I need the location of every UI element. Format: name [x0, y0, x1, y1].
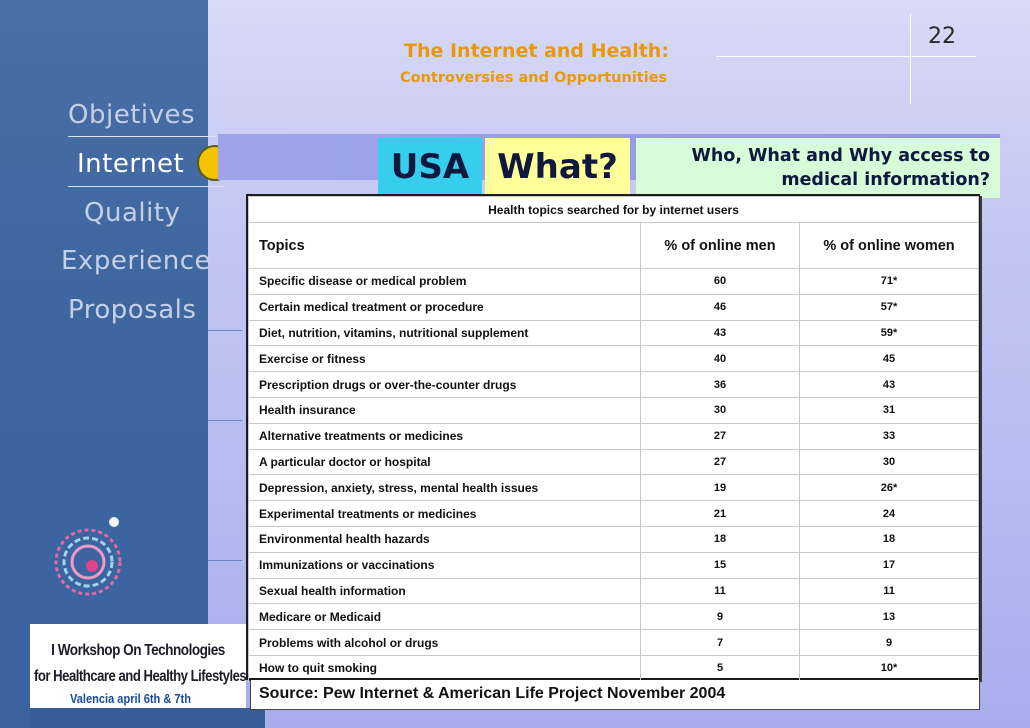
- question-label: What?: [485, 138, 630, 194]
- cell-men: 30: [641, 397, 800, 423]
- cell-topic: Specific disease or medical problem: [249, 269, 641, 295]
- title-rule: [716, 56, 976, 57]
- cell-men: 18: [641, 526, 800, 552]
- cell-men: 40: [641, 346, 800, 372]
- cell-men: 27: [641, 449, 800, 475]
- cell-topic: Health insurance: [249, 397, 641, 423]
- table-row: [249, 526, 979, 552]
- table-header-row: [249, 223, 979, 269]
- cell-topic: Immunizations or vaccinations: [249, 552, 641, 578]
- cell-women: 45: [800, 346, 979, 372]
- column-header-women: % of online women: [800, 223, 979, 269]
- cell-women: 13: [800, 604, 979, 630]
- cell-topic: Experimental treatments or medicines: [249, 501, 641, 527]
- page-title: The Internet and Health:: [404, 40, 669, 62]
- cell-topic: How to quit smoking: [249, 655, 641, 681]
- table-caption: Health topics searched for by internet users: [249, 197, 979, 223]
- cell-topic: Environmental health hazards: [249, 526, 641, 552]
- cell-topic: Problems with alcohol or drugs: [249, 630, 641, 656]
- column-header-men: % of online men: [641, 223, 800, 269]
- table-row: [249, 655, 979, 681]
- cell-women: 9: [800, 630, 979, 656]
- cell-topic: Sexual health information: [249, 578, 641, 604]
- cell-women: 57*: [800, 294, 979, 320]
- table-row: [249, 397, 979, 423]
- cell-men: 27: [641, 423, 800, 449]
- cell-women: 43: [800, 372, 979, 398]
- table-row: [249, 630, 979, 656]
- table-row: [249, 423, 979, 449]
- page-subtitle: Controversies and Opportunities: [400, 70, 668, 86]
- cell-men: 19: [641, 475, 800, 501]
- cell-men: 60: [641, 269, 800, 295]
- cell-women: 71*: [800, 269, 979, 295]
- cell-men: 9: [641, 604, 800, 630]
- sidebar-item-internet[interactable]: Internet: [77, 149, 185, 179]
- cell-women: 31: [800, 397, 979, 423]
- column-header-topics: Topics: [249, 223, 641, 269]
- cell-men: 21: [641, 501, 800, 527]
- table-row: [249, 320, 979, 346]
- cell-women: 10*: [800, 655, 979, 681]
- table-row: [249, 269, 979, 295]
- cell-women: 33: [800, 423, 979, 449]
- table-row: [249, 604, 979, 630]
- cell-topic: Prescription drugs or over-the-counter drugs: [249, 372, 641, 398]
- table-row: [249, 475, 979, 501]
- table-row: [249, 552, 979, 578]
- cell-women: 59*: [800, 320, 979, 346]
- health-topics-table: [246, 194, 980, 680]
- table-row: [249, 578, 979, 604]
- table-row: [249, 501, 979, 527]
- vertical-rule: [910, 14, 911, 104]
- workshop-subtitle: for Healthcare and Healthy Lifestyles: [34, 668, 247, 685]
- cell-men: 7: [641, 630, 800, 656]
- cell-men: 5: [641, 655, 800, 681]
- table-caption-row: [249, 197, 979, 223]
- cell-men: 15: [641, 552, 800, 578]
- bottom-strip: [30, 708, 265, 728]
- cell-women: 17: [800, 552, 979, 578]
- sidebar-item-quality[interactable]: Quality: [84, 198, 181, 228]
- country-label: USA: [378, 138, 482, 194]
- page-number: 22: [928, 24, 956, 49]
- cell-topic: Medicare or Medicaid: [249, 604, 641, 630]
- cell-men: 43: [641, 320, 800, 346]
- cell-topic: A particular doctor or hospital: [249, 449, 641, 475]
- description-line-1: Who, What and Why access to: [691, 146, 990, 166]
- cell-men: 36: [641, 372, 800, 398]
- source-note: Source: Pew Internet & American Life Project November 2004: [250, 680, 980, 710]
- sidebar-item-objetives[interactable]: Objetives: [68, 100, 196, 130]
- cell-topic: Diet, nutrition, vitamins, nutritional supplement: [249, 320, 641, 346]
- cell-women: 30: [800, 449, 979, 475]
- cell-women: 24: [800, 501, 979, 527]
- section-description: [636, 138, 1000, 198]
- workshop-logo-icon: [52, 512, 124, 612]
- cell-topic: Depression, anxiety, stress, mental health issues: [249, 475, 641, 501]
- cell-women: 26*: [800, 475, 979, 501]
- workshop-title: I Workshop On Technologies: [51, 642, 225, 659]
- table-row: [249, 449, 979, 475]
- cell-men: 46: [641, 294, 800, 320]
- cell-men: 11: [641, 578, 800, 604]
- menu-divider: [68, 136, 216, 137]
- table-row: [249, 294, 979, 320]
- cell-topic: Alternative treatments or medicines: [249, 423, 641, 449]
- description-line-2: medical information?: [781, 170, 990, 190]
- cell-topic: Exercise or fitness: [249, 346, 641, 372]
- decor-line: [208, 420, 242, 421]
- sidebar-item-proposals[interactable]: Proposals: [68, 295, 197, 325]
- decor-line: [208, 330, 242, 331]
- sidebar-item-experience[interactable]: Experience: [61, 246, 211, 276]
- decor-line: [208, 560, 242, 561]
- cell-women: 11: [800, 578, 979, 604]
- cell-women: 18: [800, 526, 979, 552]
- workshop-dates: Valencia april 6th & 7th: [70, 691, 191, 706]
- cell-topic: Certain medical treatment or procedure: [249, 294, 641, 320]
- table-row: [249, 346, 979, 372]
- table-row: [249, 372, 979, 398]
- menu-divider: [68, 186, 224, 187]
